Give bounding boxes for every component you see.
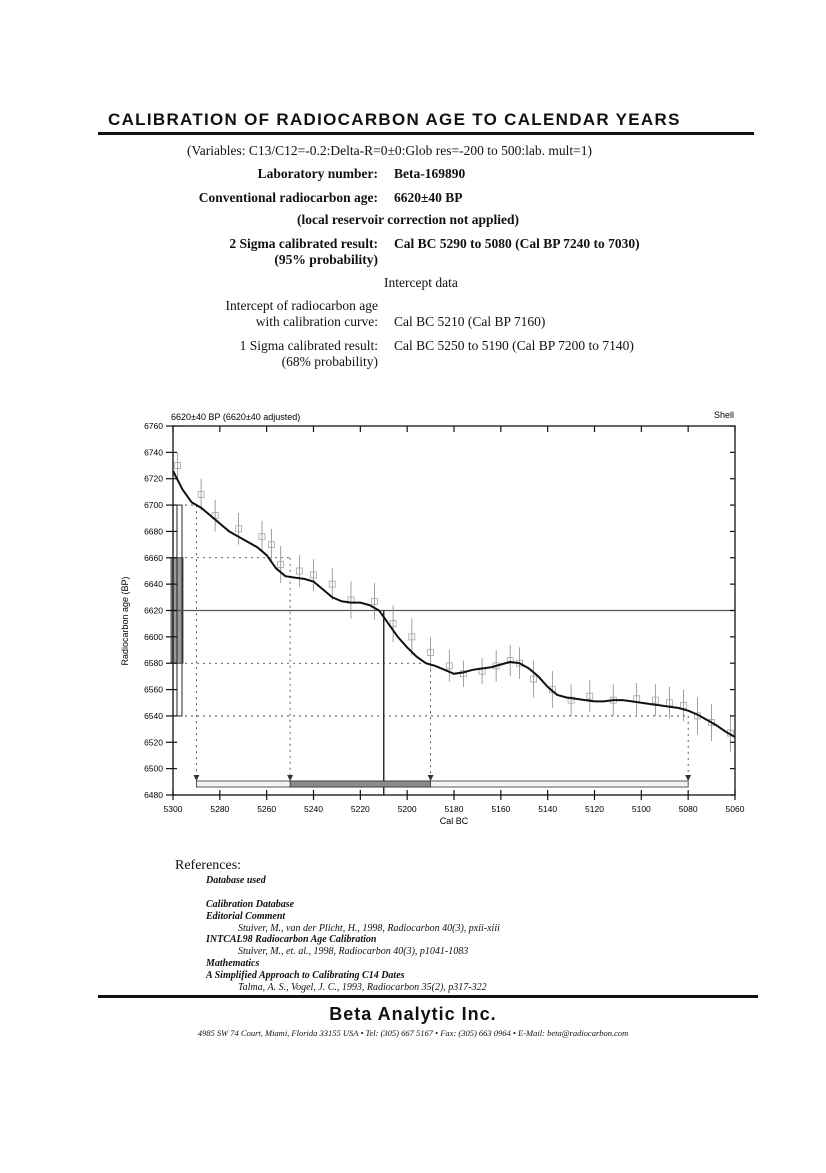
y-tick-label: 6760 <box>144 421 163 431</box>
footer-rule <box>98 995 758 998</box>
intercept-header: Intercept data <box>384 275 458 290</box>
x-tick-label: 5100 <box>631 804 651 814</box>
title-rule <box>98 132 754 135</box>
y-tick-label: 6600 <box>144 631 163 642</box>
x-tick-label: 5300 <box>163 804 183 814</box>
plot-layer <box>144 421 745 814</box>
sigma2-probability: (95% probability) <box>274 252 378 267</box>
variables-line: (Variables: C13/C12=-0.2:Delta-R=0±0:Glob res=-200 to 500:lab. mult=1) <box>187 143 592 158</box>
range-marker-arrow <box>428 775 434 781</box>
y-tick-label: 6660 <box>144 552 163 563</box>
y-tick-label: 6680 <box>144 526 163 537</box>
x-axis-label: Cal BC <box>439 816 469 826</box>
y-tick-label: 6560 <box>144 684 163 695</box>
reference-line: Editorial Comment <box>206 910 286 922</box>
y-tick-label: 6580 <box>144 658 163 669</box>
reference-line: Talma, A. S., Vogel, J. C., 1993, Radiocarbon 35(2), p317-322 <box>238 981 487 993</box>
range-marker-arrow <box>193 775 199 781</box>
y-tick-label: 6480 <box>144 790 163 800</box>
range-marker-arrow <box>287 775 293 781</box>
x-tick-label: 5080 <box>678 804 698 814</box>
y-tick-label: 6740 <box>144 447 163 458</box>
reference-line: A Simplified Approach to Calibrating C14 Dates <box>206 969 405 981</box>
sigma2-value: Cal BC 5290 to 5080 (Cal BP 7240 to 7030) <box>394 236 640 251</box>
sigma1-label: 1 Sigma calibrated result: <box>239 338 378 353</box>
x-tick-label: 5140 <box>538 804 558 814</box>
y-axis-label: Radiocarbon age (BP) <box>120 576 130 666</box>
y-tick-label: 6720 <box>144 473 163 484</box>
x-tick-label: 5180 <box>444 804 464 814</box>
sigma1-value: Cal BC 5250 to 5190 (Cal BP 7200 to 7140) <box>394 338 634 353</box>
y-tick-label: 6540 <box>144 710 163 721</box>
y-tick-label: 6700 <box>144 500 163 511</box>
intercept-value: Cal BC 5210 (Cal BP 7160) <box>394 314 546 329</box>
intercept-label-1: Intercept of radiocarbon age <box>225 298 378 313</box>
sigma1-probability: (68% probability) <box>281 354 378 369</box>
conventional-age-value: 6620±40 BP <box>394 190 463 205</box>
reference-line: Stuiver, M., et. al., 1998, Radiocarbon 40(3), p1041-1083 <box>238 946 469 958</box>
x-tick-label: 5200 <box>397 804 417 814</box>
x-tick-label: 5120 <box>585 804 604 814</box>
chart-corner-label: Shell <box>713 410 734 420</box>
reference-line: INTCAL98 Radiocarbon Age Calibration <box>206 934 377 946</box>
chart-title: 6620±40 BP (6620±40 adjusted) <box>171 412 301 422</box>
sigma2-label: 2 Sigma calibrated result: <box>229 236 378 251</box>
page-title: CALIBRATION OF RADIOCARBON AGE TO CALENDAR YEARS <box>108 110 681 129</box>
range-marker-arrow <box>685 775 691 781</box>
company-name: Beta Analytic Inc. <box>329 1004 497 1024</box>
x-tick-label: 5240 <box>304 804 323 814</box>
y-tick-label: 6620 <box>144 605 163 616</box>
y-tick-label: 6640 <box>144 579 163 590</box>
x-tick-label: 5260 <box>257 804 277 814</box>
lab-number-label: Laboratory number: <box>257 166 378 181</box>
reference-line: Stuiver, M., van der Plicht, H., 1998, Radiocarbon 40(3), pxii-xiii <box>238 922 500 934</box>
reference-line: Database used <box>206 875 266 886</box>
calibration-chart <box>0 395 826 840</box>
reference-line: Calibration Database <box>206 899 295 910</box>
sigma1-range-bar <box>290 781 431 787</box>
y-tick-label: 6500 <box>144 763 163 774</box>
company-address: 4985 SW 74 Court, Miami, Florida 33155 USA • Tel: (305) 667 5167 • Fax: (305) 663 0964 • E-Mail: beta@radiocarbon.com <box>197 1028 629 1038</box>
reference-line: Mathematics <box>206 958 260 969</box>
x-tick-label: 5060 <box>725 804 745 814</box>
intercept-label-2: with calibration curve: <box>255 314 378 329</box>
calibration-curve <box>173 471 735 737</box>
x-tick-label: 5160 <box>491 804 511 814</box>
x-tick-label: 5220 <box>350 804 370 814</box>
reservoir-note: (local reservoir correction not applied) <box>297 212 519 227</box>
references-heading: References: <box>175 858 242 873</box>
lab-number-value: Beta-169890 <box>394 166 466 181</box>
y-tick-label: 6520 <box>144 737 163 748</box>
sigma2-range-bar <box>196 781 688 787</box>
x-tick-label: 5280 <box>210 804 230 814</box>
conventional-age-label: Conventional radiocarbon age: <box>198 190 378 205</box>
